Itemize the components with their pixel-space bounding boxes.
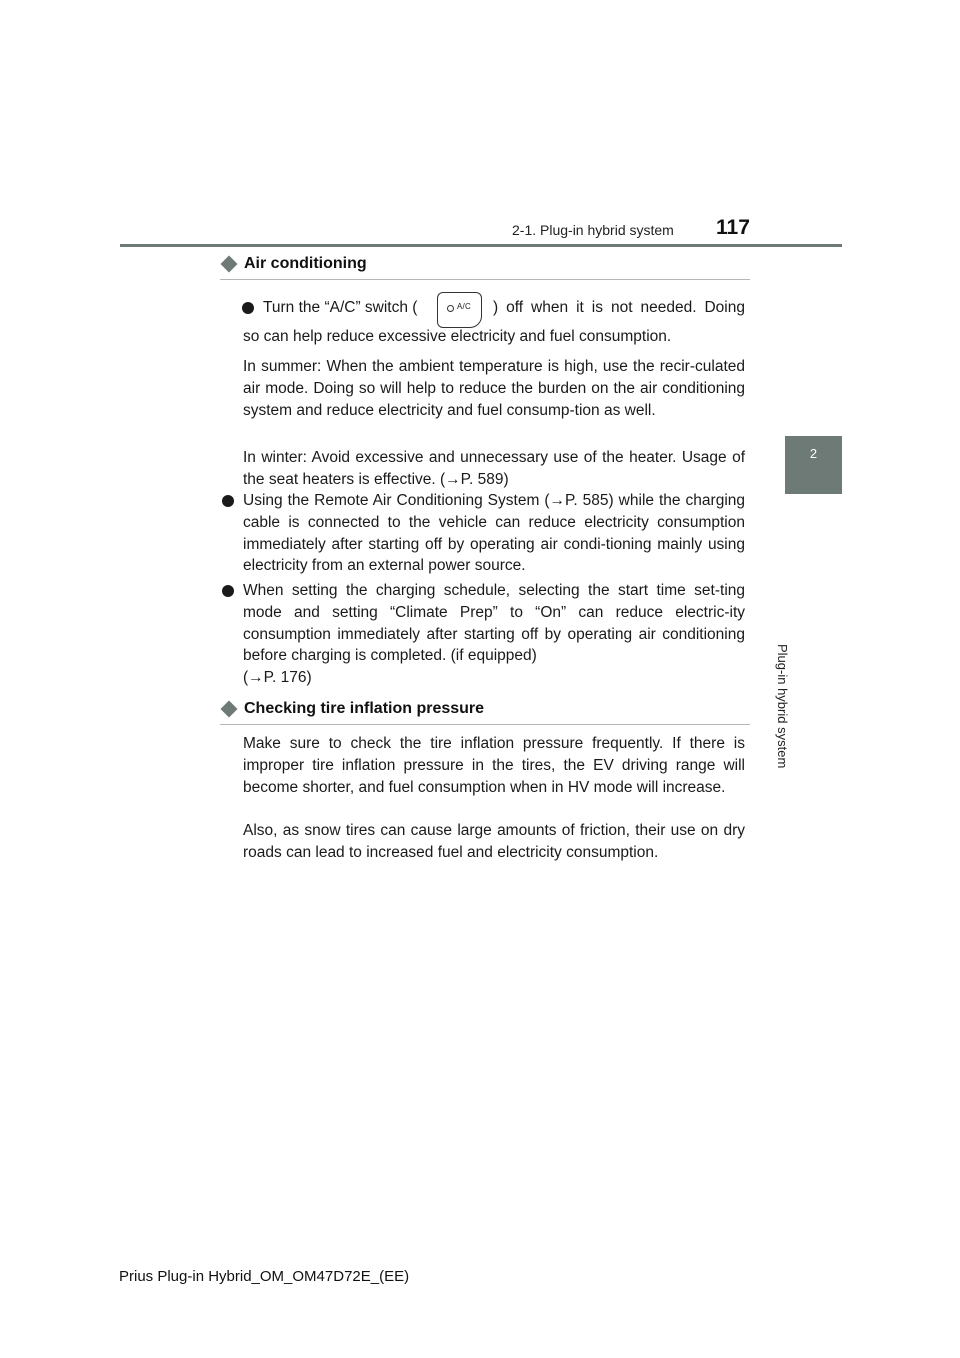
- footer-document-id: Prius Plug-in Hybrid_OM_OM47D72E_(EE): [119, 1268, 410, 1285]
- chapter-tab: [785, 436, 842, 494]
- tire-paragraph-1: Make sure to check the tire inflation pressure frequently. If there is improper tire inflation pressure in the tires, the EV driving range will become shorter, and fuel consumption when in HV mode will increase.: [243, 735, 745, 796]
- heading-tire-pressure: [220, 700, 750, 725]
- bullet-dot-icon: [222, 495, 234, 507]
- page-number: 117: [716, 216, 750, 239]
- bullet1-text-start: Turn the “A/C” switch (: [263, 299, 418, 316]
- tire-paragraph-2: Also, as snow tires can cause large amounts of friction, their use on dry roads can lead to increased fuel and electricity consumption.: [243, 822, 745, 861]
- ac-icon-label: A/C: [457, 302, 471, 311]
- bullet2-text: Using the Remote Air Conditioning System (→P. 585) while the charging cable is connected to the vehicle can reduce electricity consumption immediately after starting off by operating air condi-tioning mainly using electricity from an external power source.: [243, 492, 745, 575]
- bullet1-text-cont: so can help reduce excessive electricity and fuel consumption.: [243, 328, 672, 345]
- summer-paragraph: In summer: When the ambient temperature is high, use the recir-culated air mode. Doing so will help to reduce the burden on the air conditioning system and reduce electricity and fuel consump-tion as well.: [243, 358, 745, 419]
- heading-tire-pressure-text: Checking tire inflation pressure: [244, 700, 485, 717]
- bullet-dot-icon: [222, 585, 234, 597]
- bullet3-text: When setting the charging schedule, selecting the start time set-ting mode and setting “Climate Prep” to “On” can reduce electric-ity consumption immediately after starting off by operating air conditioning before charging is completed. (if equipped): [243, 582, 745, 665]
- heading-air-conditioning-text: Air conditioning: [244, 255, 367, 272]
- section-title: 2-1. Plug-in hybrid system: [512, 222, 674, 238]
- header-rule: [120, 244, 842, 247]
- diamond-icon: [221, 701, 238, 718]
- chapter-number: 2: [809, 446, 818, 461]
- bullet1-text-end: ) off when it is not needed. Doing: [493, 299, 745, 316]
- heading-air-conditioning: [220, 255, 750, 280]
- chapter-title: Plug-in hybrid system: [775, 644, 790, 769]
- ac-switch-icon: [437, 292, 482, 328]
- bullet-dot-icon: [242, 302, 254, 314]
- bullet3-reference: (→P. 176): [243, 669, 312, 686]
- winter-paragraph: In winter: Avoid excessive and unnecessary use of the heater. Usage of the seat heaters is effective. (→P. 589): [243, 449, 745, 488]
- diamond-icon: [221, 256, 238, 273]
- indicator-icon: [447, 305, 454, 312]
